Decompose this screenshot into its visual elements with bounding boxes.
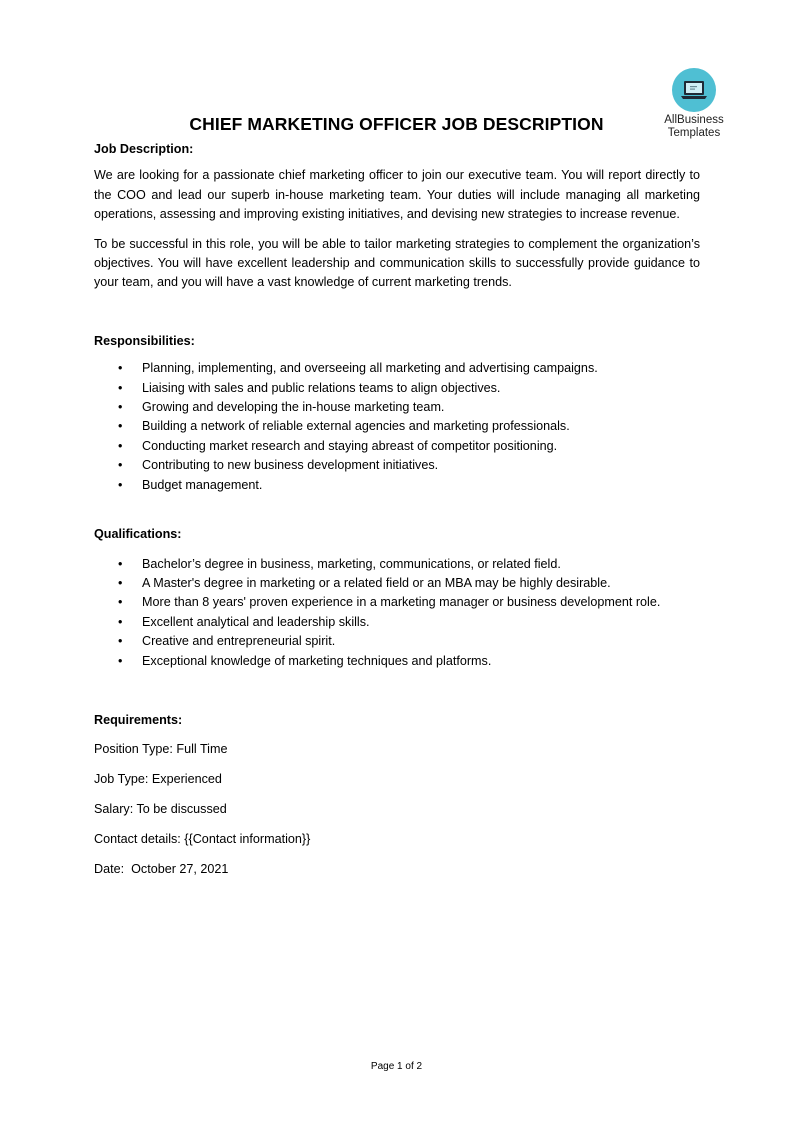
- job-description-paragraph-2: To be successful in this role, you will be able to tailor marketing strategies to complement the organization’s objectives. You will have excellent leadership and communication skills to successfully provide guidance to your team, and you will have a vast knowledge of current marketing trends.: [94, 236, 700, 290]
- laptop-icon: [672, 68, 716, 112]
- responsibilities-list: [94, 359, 700, 495]
- job-type-line: Job Type: Experienced: [94, 772, 222, 787]
- contact-details-line: Contact details: {{Contact information}}: [94, 832, 311, 847]
- bullet-icon: •: [118, 634, 123, 649]
- bullet-icon: •: [118, 400, 123, 415]
- responsibilities-heading: Responsibilities:: [94, 333, 195, 348]
- bullet-icon: •: [118, 595, 123, 610]
- bullet-icon: •: [118, 361, 123, 376]
- list-item: • Excellent analytical and leadership skills.: [94, 613, 700, 632]
- list-item: • A Master's degree in marketing or a related field or an MBA may be highly desirable.: [94, 574, 700, 593]
- logo-circle: [672, 68, 716, 112]
- list-item: • More than 8 years' proven experience in a marketing manager or business development role.: [94, 593, 700, 612]
- bullet-icon: •: [118, 556, 123, 571]
- list-item: • Growing and developing the in-house marketing team.: [94, 398, 700, 417]
- bullet-icon: •: [118, 438, 123, 453]
- list-item: • Conducting market research and staying abreast of competitor positioning.: [94, 437, 700, 456]
- job-description-heading: Job Description:: [94, 142, 194, 156]
- qualifications-heading: Qualifications:: [94, 527, 182, 542]
- list-item: • Budget management.: [94, 476, 700, 495]
- document-body: [94, 140, 700, 880]
- logo-text-line2: Templates: [667, 126, 721, 139]
- document-title: CHIEF MARKETING OFFICER JOB DESCRIPTION: [189, 114, 604, 134]
- page-number: Page 1 of 2: [370, 1061, 423, 1072]
- bullet-icon: •: [118, 477, 123, 492]
- position-type-line: Position Type: Full Time: [94, 742, 228, 757]
- bullet-icon: •: [118, 419, 123, 434]
- list-item: • Building a network of reliable external agencies and marketing professionals.: [94, 417, 700, 436]
- date-line: Date: October 27, 2021: [94, 862, 229, 877]
- bullet-icon: •: [118, 575, 123, 590]
- bullet-icon: •: [118, 380, 123, 395]
- bullet-icon: •: [118, 614, 123, 629]
- list-item: • Exceptional knowledge of marketing techniques and platforms.: [94, 652, 700, 671]
- bullet-icon: •: [118, 458, 123, 473]
- list-item: • Contributing to new business development initiatives.: [94, 456, 700, 475]
- qualifications-list: [94, 555, 700, 671]
- requirements-heading: Requirements:: [94, 712, 183, 727]
- list-item: • Bachelor’s degree in business, marketing, communications, or related field.: [94, 555, 700, 574]
- list-item: • Creative and entrepreneurial spirit.: [94, 632, 700, 651]
- logo-text-line1: AllBusiness: [664, 114, 724, 126]
- bullet-icon: •: [118, 653, 123, 668]
- list-item: • Planning, implementing, and overseeing all marketing and advertising campaigns.: [94, 359, 700, 378]
- job-description-paragraph-1: We are looking for a passionate chief marketing officer to join our executive team. You will report directly to the COO and lead our superb in-house marketing team. Your duties will include managing all marketing operations, assessing and improving existing initiatives, and devising new strategies to increase revenue.: [94, 168, 700, 222]
- salary-line: Salary: To be discussed: [94, 802, 227, 817]
- list-item: • Liaising with sales and public relations teams to align objectives.: [94, 379, 700, 398]
